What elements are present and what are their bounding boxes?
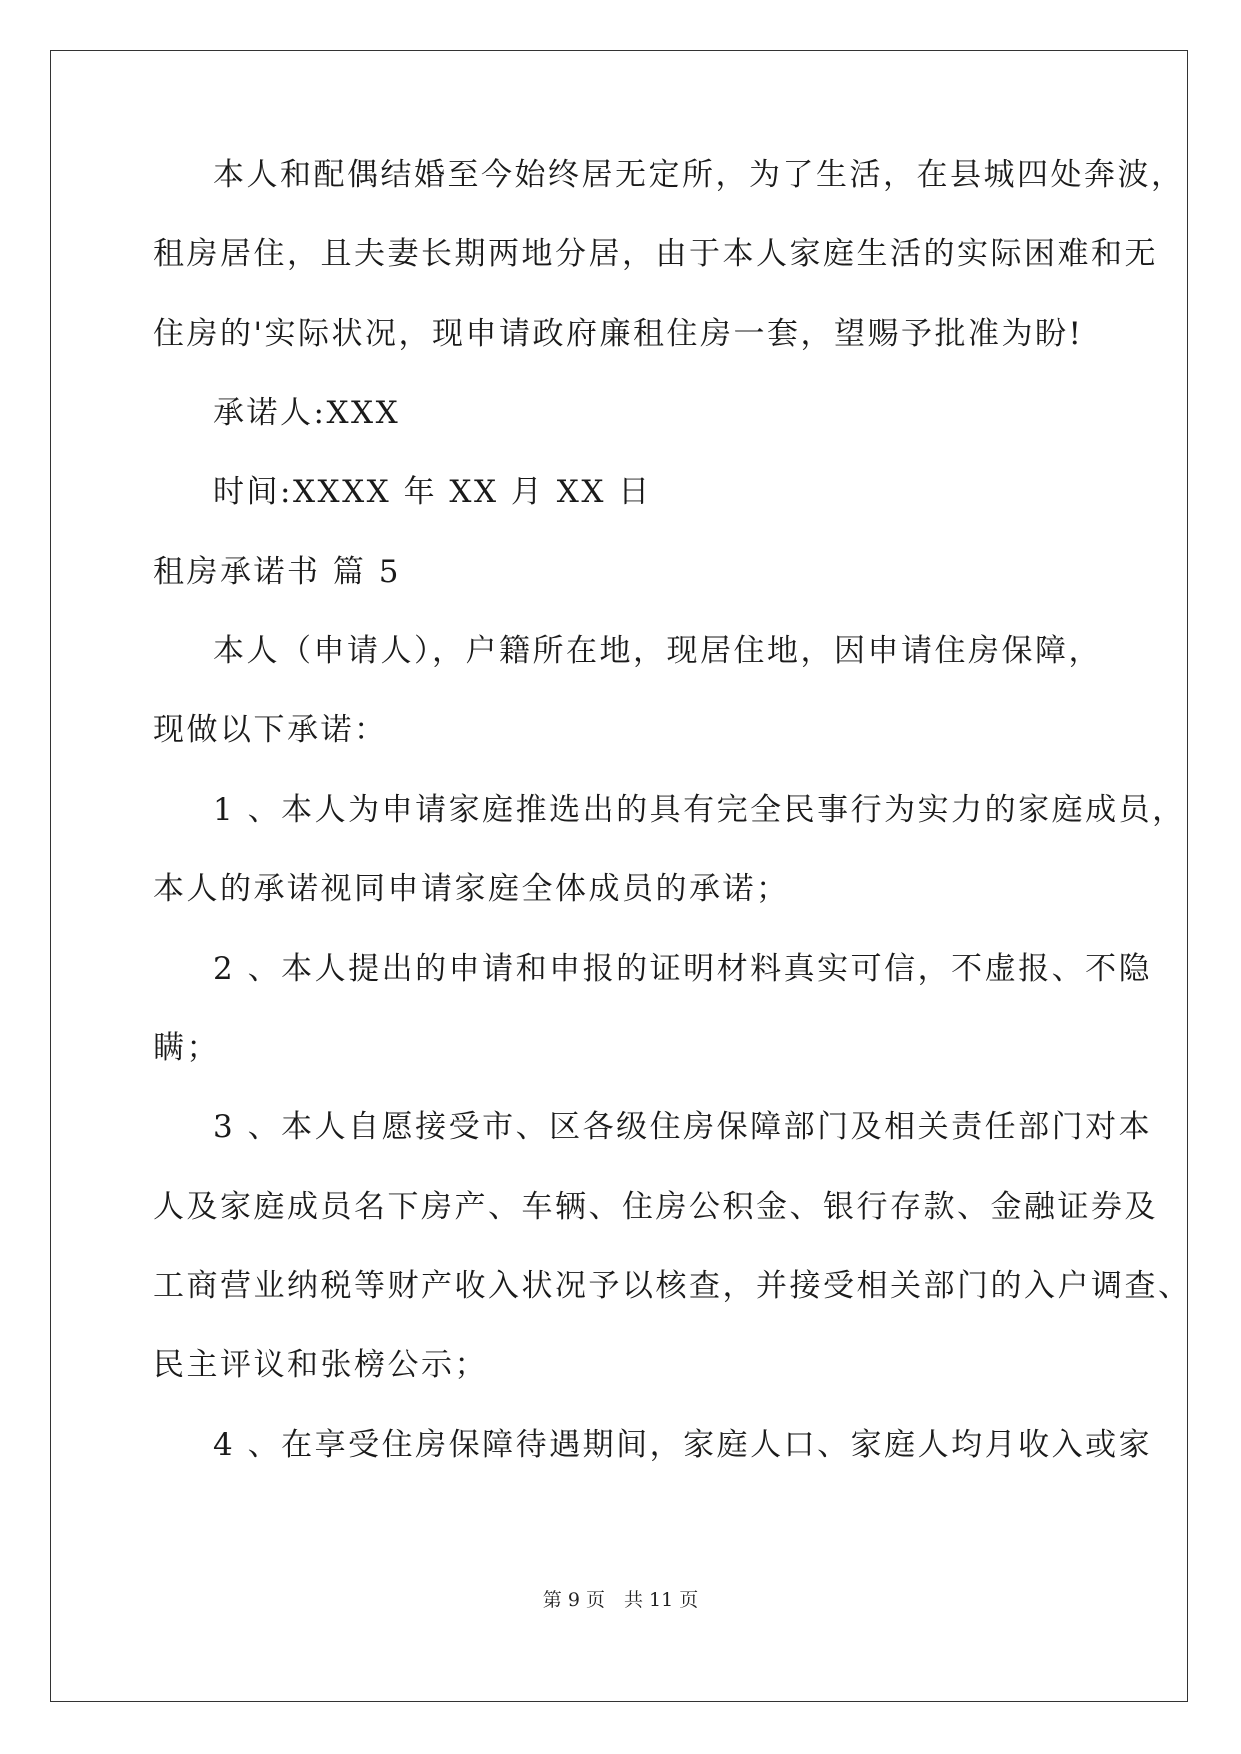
paragraph-line-7: 本人（申请人），户籍所在地，现居住地，因申请住房保障， <box>213 633 1102 669</box>
signer-line: 承诺人:XXX <box>213 395 401 431</box>
page-number: 第 9 页 共 11 页 <box>542 1589 699 1611</box>
section-heading: 租房承诺书 篇 5 <box>153 554 401 590</box>
paragraph-line-3: 住房的'实际状况，现申请政府廉租住房一套，望赐予批准为盼! <box>153 316 1084 352</box>
paragraph-line-1: 本人和配偶结婚至今始终居无定所，为了生活，在县城四处奔波， <box>213 157 1185 193</box>
item-3-line-3: 工商营业纳税等财产收入状况予以核查，并接受相关部门的入户调查、 <box>153 1268 1192 1304</box>
item-4-line-1: 4 、在享受住房保障待遇期间，家庭人口、家庭人均月收入或家 <box>213 1427 1153 1463</box>
item-2-line-2: 瞒； <box>153 1030 220 1066</box>
paragraph-line-2: 租房居住，且夫妻长期两地分居，由于本人家庭生活的实际困难和无 <box>153 236 1158 272</box>
item-3-line-2: 人及家庭成员名下房产、车辆、住房公积金、银行存款、金融证券及 <box>153 1189 1158 1225</box>
item-1-line-1: 1 、本人为申请家庭推选出的具有完全民事行为实力的家庭成员， <box>213 792 1186 828</box>
item-2-line-1: 2 、本人提出的申请和申报的证明材料真实可信，不虚报、不隐 <box>213 951 1153 987</box>
item-3-line-1: 3 、本人自愿接受市、区各级住房保障部门及相关责任部门对本 <box>213 1109 1153 1145</box>
paragraph-line-8: 现做以下承诺： <box>153 712 388 748</box>
item-3-line-4: 民主评议和张榜公示； <box>153 1347 488 1383</box>
date-line: 时间:XXXX 年 XX 月 XX 日 <box>213 474 652 510</box>
item-1-line-2: 本人的承诺视同申请家庭全体成员的承诺； <box>153 871 790 907</box>
